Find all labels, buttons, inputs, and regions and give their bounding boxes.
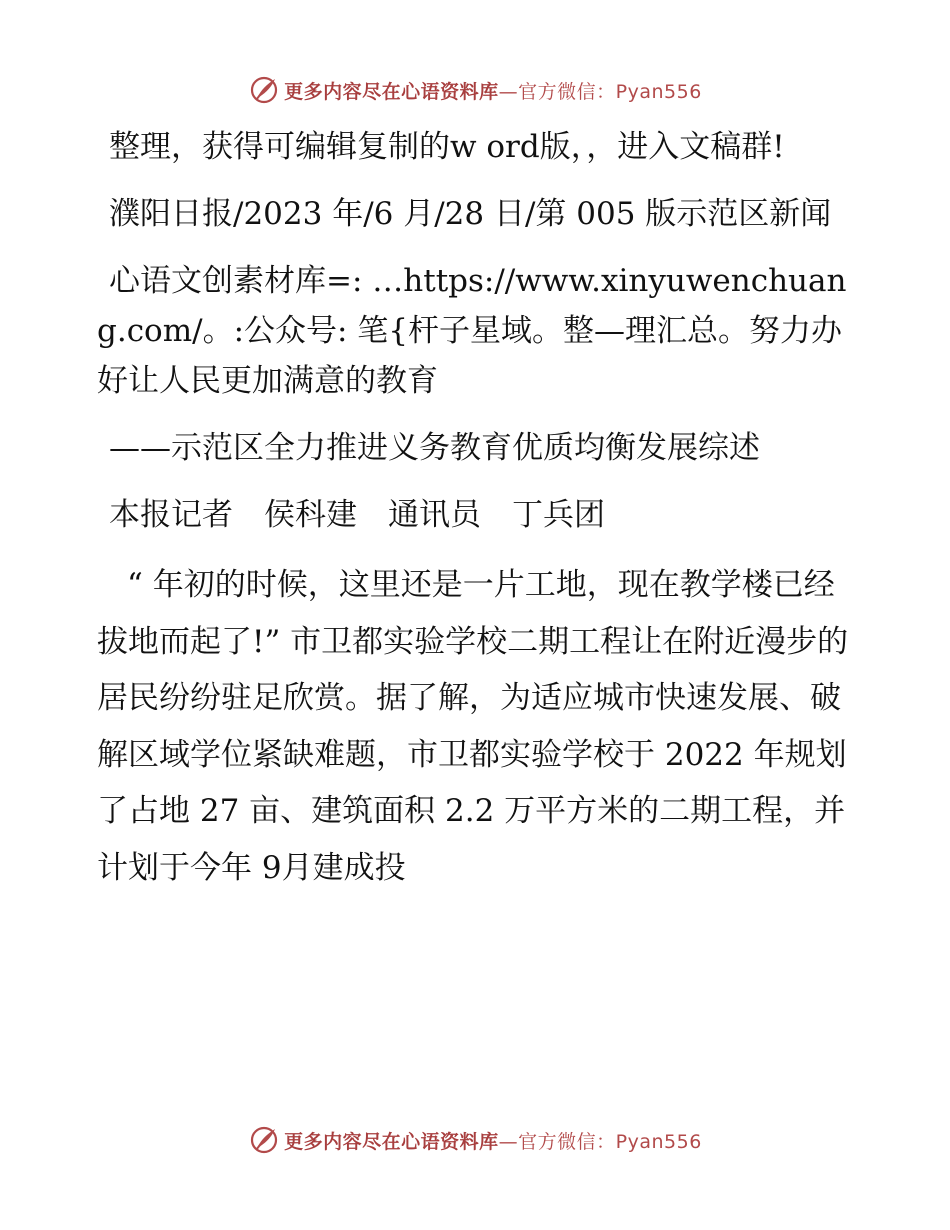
header-banner-account: 官方微信：Pyan556 — [518, 80, 702, 103]
footer-banner-main: 更多内容尽在心语资料库 — [284, 1130, 499, 1153]
article-body — [97, 122, 857, 913]
header-banner-dash: — — [498, 80, 519, 103]
body-paragraph: “ 年初的时候，这里还是一片工地，现在教学楼已经拔地而起了!” 市卫都实验学校二期工程让在附近漫步的居民纷纷驻足欣赏。据了解，为适应城市快速发展、破解区域学位紧缺难题，市卫都实验学校于 2022 年规划了占地 27 亩、建筑面积 2.2 万平方米的二期工程，并计划于今年 9月建成投 — [97, 567, 849, 886]
footer-banner-account: 官方微信：Pyan556 — [518, 1130, 702, 1153]
source-line-paragraph: 濮阳日报/2023 年/6 月/28 日/第 005 版示范区新闻 — [109, 196, 832, 232]
footer-watermark-banner — [0, 1120, 950, 1160]
subtitle-paragraph: ——示范区全力推进义务教育优质均衡发展综述 — [109, 430, 760, 466]
header-banner-text — [284, 77, 702, 104]
feather-pen-logo-icon — [248, 74, 280, 106]
header-banner-main: 更多内容尽在心语资料库 — [284, 80, 499, 103]
footer-banner-dash: — — [498, 1130, 519, 1153]
material-library-title-paragraph: 心语文创素材库=: …https://www.xinyuwenchuang.com/。:公众号: 笔{杆子星域。整—理汇总。努力办好让人民更加满意的教育 — [97, 263, 847, 399]
intro-note-paragraph: 整理，获得可编辑复制的w ord版，，进入文稿群! — [109, 129, 785, 165]
header-watermark-banner — [0, 70, 950, 110]
footer-banner-text — [284, 1127, 702, 1154]
byline-paragraph: 本报记者 侯科建 通讯员 丁兵团 — [109, 497, 605, 533]
feather-pen-logo-icon — [248, 1124, 280, 1156]
